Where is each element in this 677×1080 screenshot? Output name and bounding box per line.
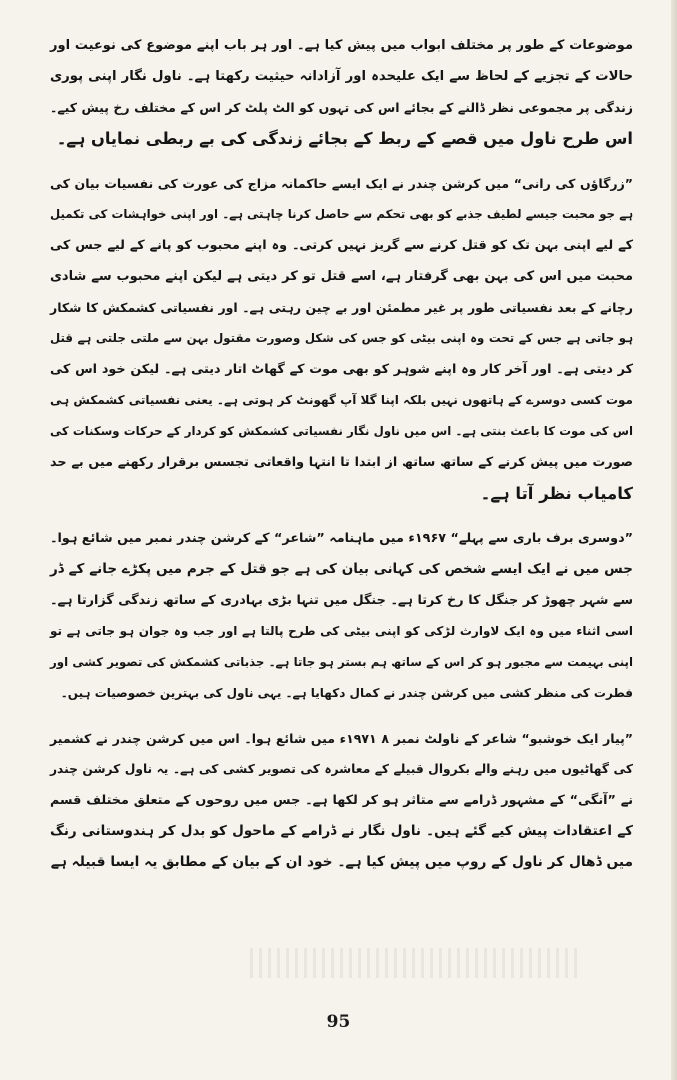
text-line: ”دوسری برف باری سے پہلے“ ۱۹۶۷ء میں ماہنامہ ”شاعر“ کے کرشن چندر نمبر میں شائع ہوا۔	[50, 531, 633, 546]
text-line: محبت میں اس کی بہن بھی گرفتار ہے، اسے قتل تو کر دیتی ہے لیکن اپنے محبوب سے شادی	[50, 269, 633, 284]
text-line: جس میں نے ایک ایسے شخص کی کہانی بیان کی ہے جو قتل کے جرم میں پکڑے جانے کے ڈر	[50, 561, 633, 577]
paragraph-3	[50, 523, 633, 709]
text-line: ”پیار ایک خوشبو“ شاعر کے ناولٹ نمبر ۸ ۱۹۷۱ء میں شائع ہوا۔ اس میں کرشن چندر نے کشمیر	[50, 731, 633, 746]
text-line: موضوعات کے طور پر مختلف ابواب میں پیش کیا ہے۔ اور ہر باب اپنے موضوع کی نوعیت اور	[50, 38, 633, 53]
text-line: ہو جاتی ہے جس کے تحت وہ اپنی بیٹی کو جس کی شکل وصورت مقتول بہن سے ملتی جلتی ہے قتل	[50, 331, 633, 345]
text-line: زندگی پر مجموعی نظر ڈالنے کے بجائے اس کی تہوں کو الٹ پلٹ کر اس کے مختلف رخ پیش کیے۔	[50, 100, 633, 115]
text-line: میں ڈھال کر ناول کے روپ میں پیش کیا ہے۔ خود ان کے بیان کے مطابق یہ ایسا قبیلہ ہے	[50, 854, 633, 870]
text-line: کامیاب نظر آتا ہے۔	[480, 484, 633, 503]
page-number: 95	[326, 1012, 351, 1032]
text-line: رچانے کے بعد نفسیاتی طور پر غیر مطمئن اور بے چین رہتی ہے۔ اور نفسیاتی کشمکش کا شکار	[50, 300, 633, 315]
text-line: سے شہر چھوڑ کر جنگل کا رخ کرتا ہے۔ جنگل میں تنہا بڑی بہادری کے ساتھ زندگی گزارتا ہے۔	[50, 593, 633, 608]
text-line: کے لیے اپنی بہن تک کو قتل کرنے سے گریز نہیں کرتی۔ وہ اپنے محبوب کو پانے کے لیے جس کی	[50, 238, 633, 253]
text-line: کے اعتقادات پیش کیے گئے ہیں۔ ناول نگار نے ڈرامے کے ماحول کو بدل کر ہندوستانی رنگ	[50, 823, 633, 839]
text-line: نے ”آنگی“ کے مشہور ڈرامے سے متاثر ہو کر لکھا ہے۔ جس میں روحوں کے متعلق مختلف قسم	[50, 793, 633, 808]
page-edge	[671, 0, 677, 1080]
text-line: اسی اثناء میں وہ ایک لاوارث لڑکی کو اپنی بیٹی کی طرح پالتا ہے اور جب وہ جوان ہو جاتی ہے تو	[50, 624, 633, 638]
text-line: اس کی موت کا باعث بنتی ہے۔ اس میں ناول نگار نفسیاتی کشمکش کو کردار کے حرکات وسکنات کی	[50, 424, 633, 438]
show-through-texture	[250, 948, 580, 978]
paragraph-4	[50, 723, 633, 878]
text-line: ہے جو محبت جیسے لطیف جذبے کو بھی تحکم سے حاصل کرنا چاہتی ہے۔ اور اپنی خواہشات کی تکمیل	[50, 207, 633, 221]
text-line: حالات کے تجزیے کے لحاظ سے ایک علیحدہ اور آزادانہ حیثیت رکھتا ہے۔ ناول نگار اپنی پوری	[50, 69, 633, 84]
text-line: کی گھاٹیوں میں رہنے والے بکروال قبیلے کے معاشرہ کی تصویر کشی کی ہے۔ یہ ناول کرشن چندر	[50, 762, 633, 776]
text-line: ”زرگاؤں کی رانی“ میں کرشن چندر نے ایک ایسے حاکمانہ مزاج کی عورت کی نفسیات بیان کی	[50, 176, 633, 191]
paragraph-1	[50, 30, 633, 154]
text-line: اس طرح ناول میں قصے کے ربط کے بجائے زندگی کی بے ربطی نمایاں ہے۔	[56, 129, 633, 148]
paragraph-2	[50, 168, 633, 509]
text-line: اپنی بہیمت سے مجبور ہو کر اس کے ساتھ ہم بستر ہو جاتا ہے۔ جذباتی کشمکش کی تصویر کشی اور	[50, 655, 633, 669]
text-line: صورت میں پیش کرنے کے ساتھ ساتھ از ابتدا تا انتہا واقعاتی تجسس برقرار رکھنے میں بے حد	[50, 455, 633, 470]
text-line: موت کسی دوسرے کے ہاتھوں نہیں بلکہ اپنا گلا آپ گھونٹ کر ہوتی ہے۔ یعنی نفسیاتی کشمکش ہی	[50, 393, 633, 407]
text-line: کر دیتی ہے۔ اور آخر کار وہ اپنے شوہر کو بھی موت کے گھاٹ اتار دیتی ہے۔ لیکن خود اس کی	[50, 362, 633, 377]
body-text	[50, 30, 633, 878]
text-line: فطرت کی منظر کشی میں کرشن چندر نے کمال دکھایا ہے۔ یہی ناول کی بہترین خصوصیات ہیں۔	[60, 686, 633, 700]
